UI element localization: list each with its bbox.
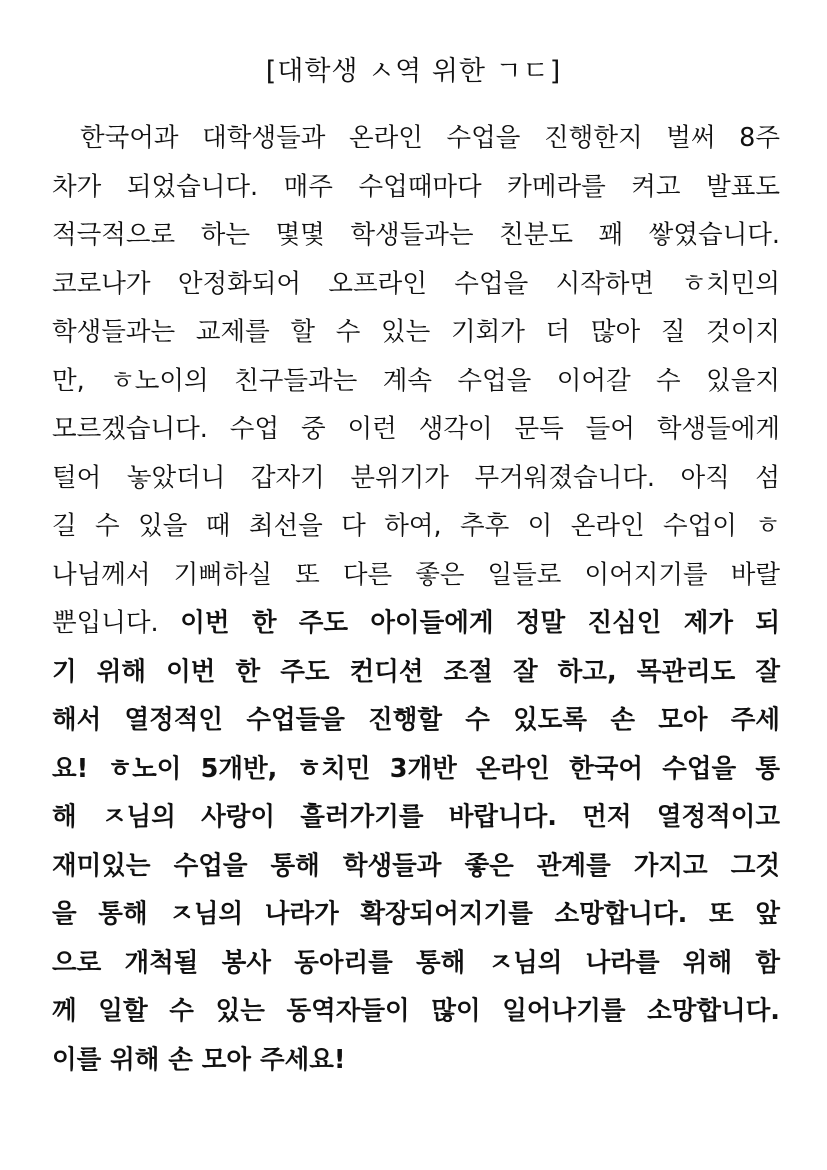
body-line-14: 요! ㅎ노이 5개반, ㅎ치민 3개반 온라인 한국어 수업을 통 bbox=[52, 753, 780, 784]
body-line-8: 털어 놓았더니 갑자기 분위기가 무거워졌습니다. 아직 섬 bbox=[52, 462, 780, 493]
body-line-18: 으로 개척될 봉사 동아리를 통해 ㅈ님의 나라를 위해 함 bbox=[52, 947, 780, 978]
body-line-10: 나님께서 기뻐하실 또 다른 좋은 일들로 이어지기를 바랄 bbox=[52, 559, 780, 590]
body-line-5: 학생들과는 교제를 할 수 있는 기회가 더 많아 질 것이지 bbox=[52, 317, 780, 347]
document-title: [대학생 ㅅ역 위한 ㄱㄷ] bbox=[265, 56, 562, 87]
body-line-7: 모르겠습니다. 수업 중 이런 생각이 문득 들어 학생들에게 bbox=[52, 414, 780, 444]
body-line-11 bbox=[52, 599, 780, 648]
body-line-19: 께 일할 수 있는 동역자들이 많이 일어나기를 소망합니다. bbox=[52, 996, 780, 1026]
body-line-3: 적극적으로 하는 몇몇 학생들과는 친분도 꽤 쌓였습니다. bbox=[52, 220, 780, 250]
body-line-16: 재미있는 수업을 통해 학생들과 좋은 관계를 가지고 그것 bbox=[52, 850, 780, 881]
body-line-6: 만, ㅎ노이의 친구들과는 계속 수업을 이어갈 수 있을지 bbox=[52, 365, 780, 396]
body-line-17: 을 통해 ㅈ님의 나라가 확장되어지기를 소망합니다. 또 앞 bbox=[52, 899, 780, 929]
body-line-1: 한국어과 대학생들과 온라인 수업을 진행한지 벌써 8주 bbox=[80, 123, 780, 153]
body-line-20: 이를 위해 손 모아 주세요! bbox=[52, 1044, 346, 1075]
body-line-12: 기 위해 이번 한 주도 컨디션 조절 잘 하고, 목관리도 잘 bbox=[52, 656, 780, 687]
body-line-2: 차가 되었습니다. 매주 수업때마다 카메라를 켜고 발표도 bbox=[52, 171, 780, 202]
body-line-9: 길 수 있을 때 최선을 다 하여, 추후 이 온라인 수업이 ㅎ bbox=[52, 511, 780, 541]
body-line-15: 해 ㅈ님의 사랑이 흘러가기를 바랍니다. 먼저 열정적이고 bbox=[52, 802, 780, 832]
body-line-11-normal: 뿐입니다. bbox=[52, 608, 181, 638]
body-line-13: 해서 열정적인 수업들을 진행할 수 있도록 손 모아 주세 bbox=[52, 705, 780, 735]
body-line-11-bold: 이번 한 주도 아이들에게 정말 진심인 제가 되 bbox=[180, 608, 780, 638]
document-body bbox=[52, 114, 780, 1084]
body-line-4: 코로나가 안정화되어 오프라인 수업을 시작하면 ㅎ치민의 bbox=[52, 268, 780, 299]
